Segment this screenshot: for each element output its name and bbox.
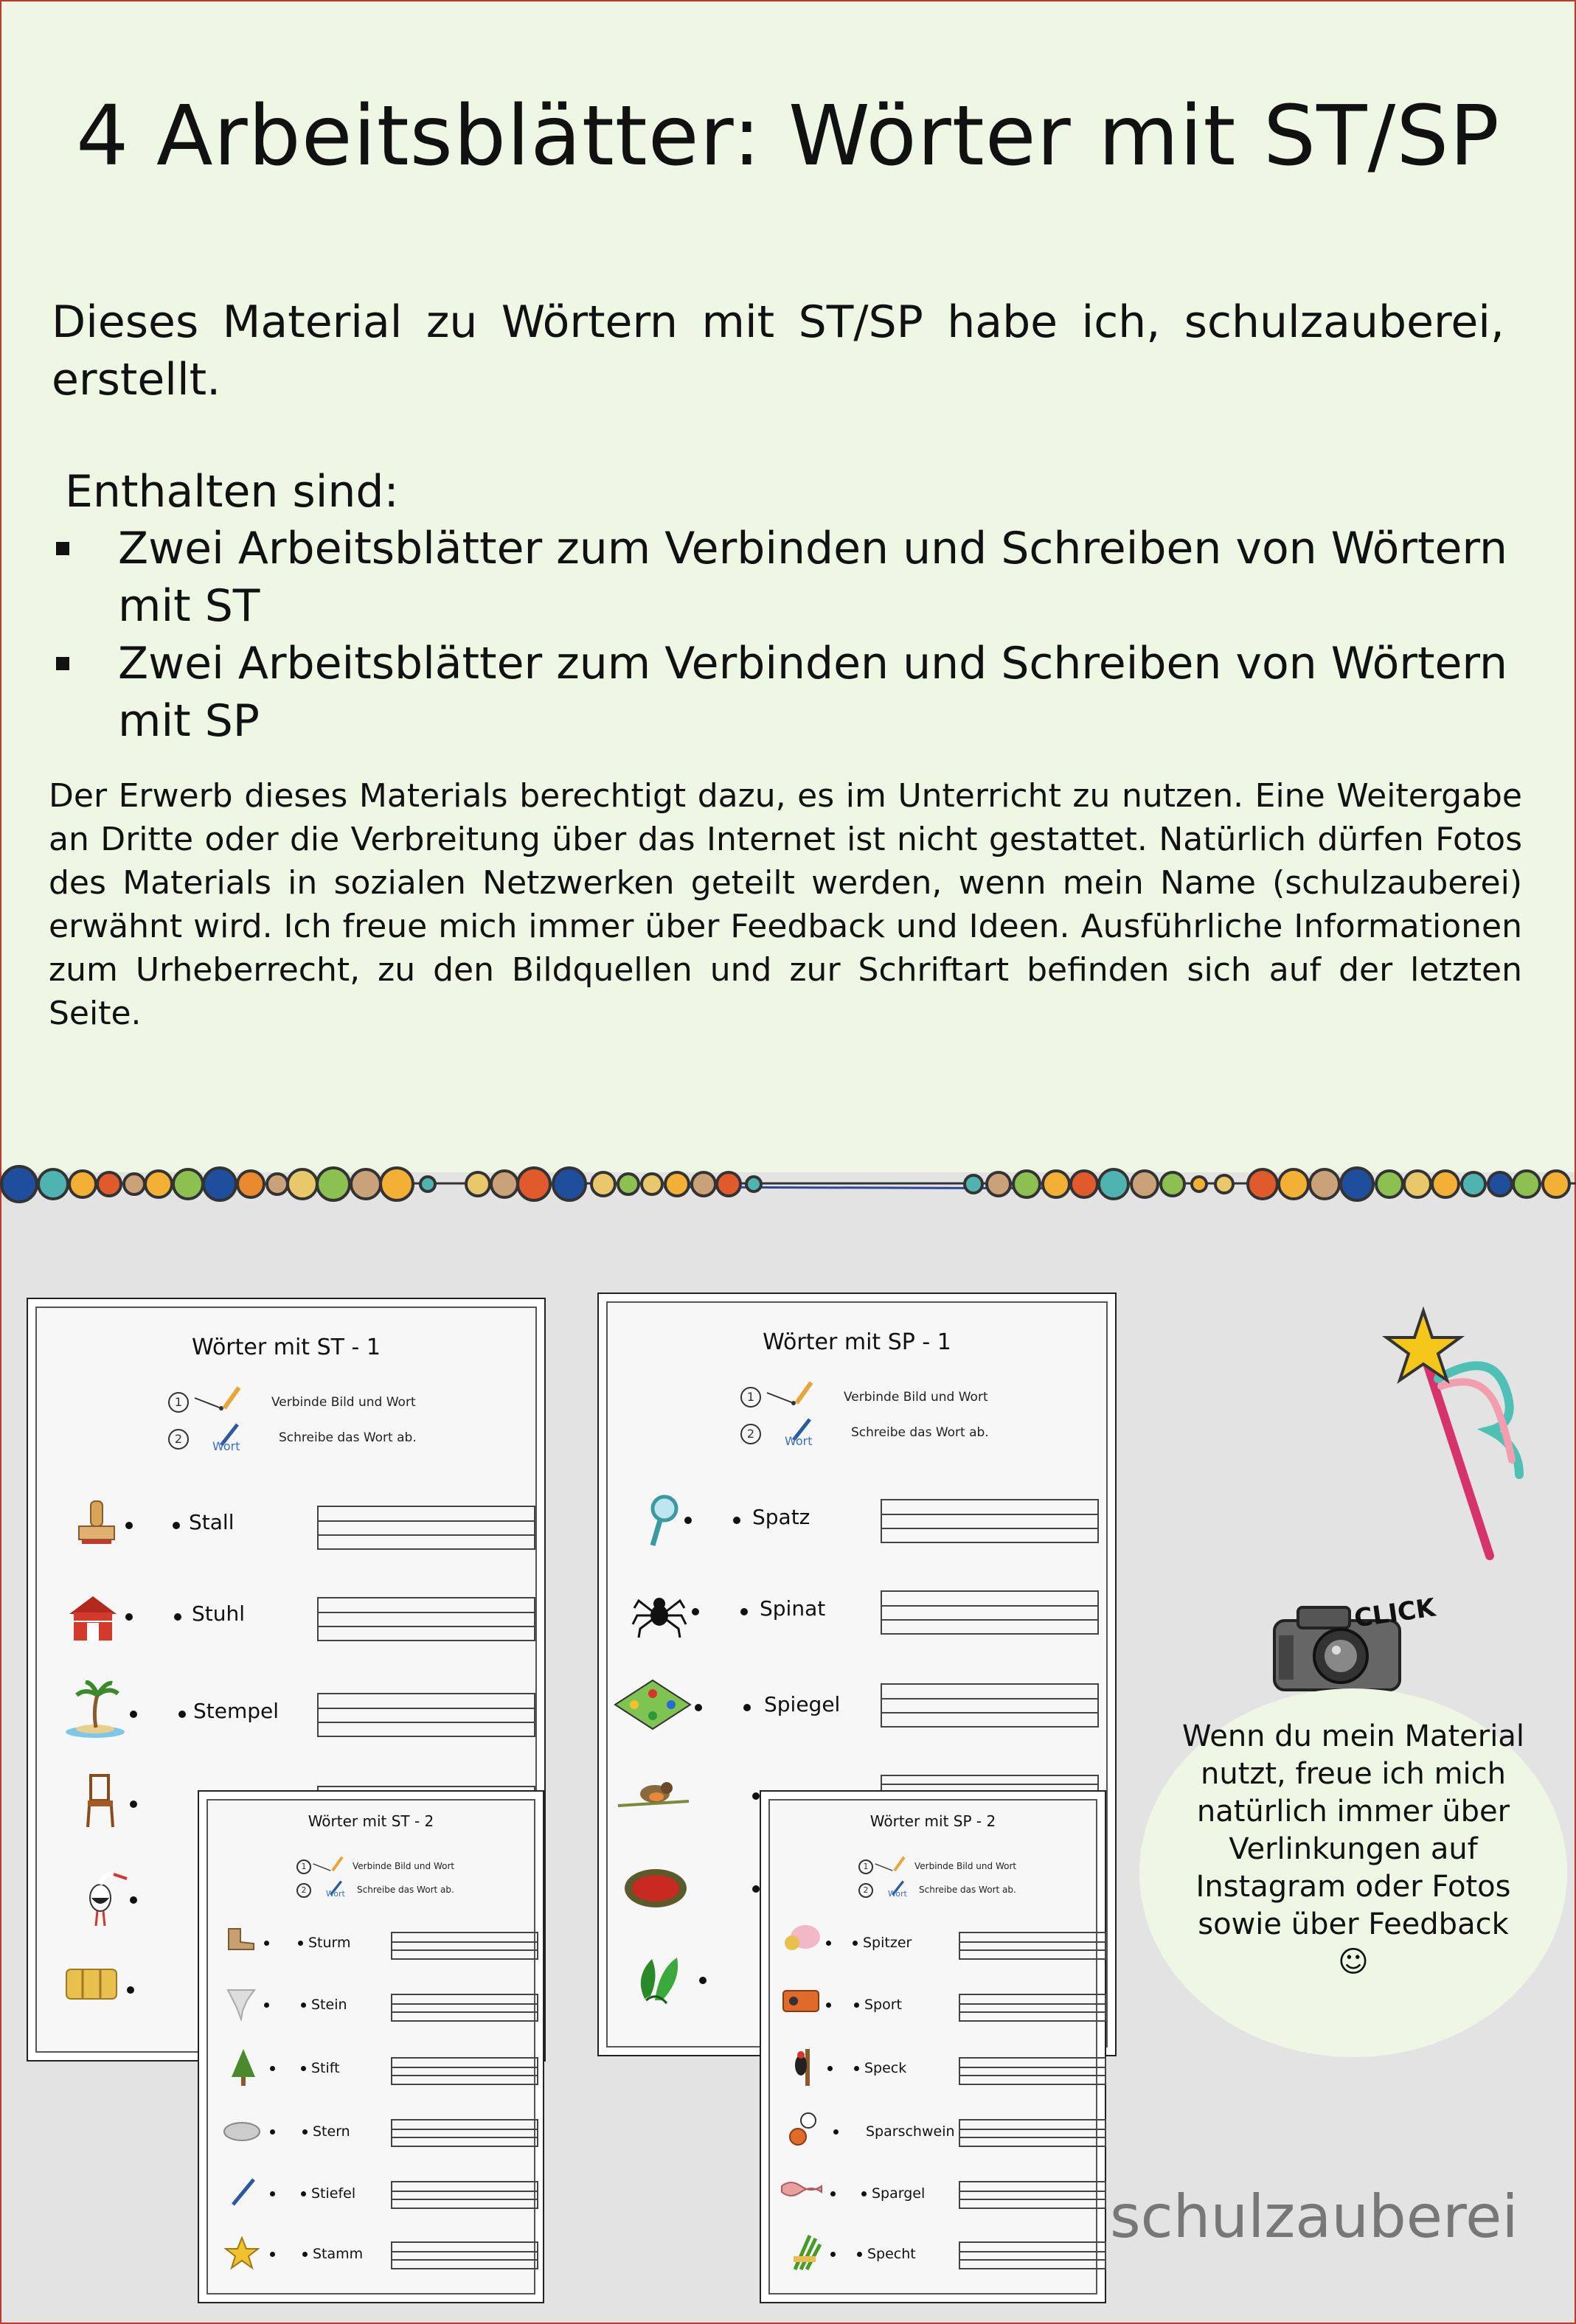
writing-lines — [959, 1994, 1106, 2022]
connect-dot — [125, 1522, 133, 1529]
connect-dot — [826, 1941, 831, 1946]
feedback-text: Wenn du mein Material nutzt, freue ich mich natürlich immer über Verlinkungen auf Instagram oder Fotos sowie über Feedback ☺ — [1182, 1719, 1524, 1979]
connect-dot — [264, 1941, 269, 1946]
connect-dot — [695, 1704, 702, 1711]
instruction-copy: Schreibe das Wort ab. — [851, 1425, 989, 1440]
contents-list — [52, 520, 1512, 750]
connect-dot — [127, 1986, 134, 1994]
bacon-icon — [777, 2172, 826, 2202]
click-label: CLICK — [1352, 1593, 1437, 1634]
worksheet-title: Wörter mit ST - 1 — [192, 1335, 381, 1360]
writing-lines — [959, 2181, 1106, 2209]
connect-dot — [173, 1522, 180, 1529]
connect-dot — [830, 2191, 836, 2196]
worksheet-sp-2 — [760, 1790, 1106, 2303]
barn-icon — [63, 1590, 122, 1646]
bead-divider — [0, 1150, 1576, 1217]
step-number: 2 — [168, 1429, 189, 1450]
connect-dot — [130, 1801, 137, 1808]
row-word: Stuhl — [192, 1601, 246, 1626]
woodpecker-icon — [788, 2047, 820, 2088]
tornado-icon — [223, 1985, 260, 2022]
sharpener-icon — [777, 1918, 825, 1957]
page-title: 4 Arbeitsblätter: Wörter mit ST/SP — [76, 88, 1500, 184]
writing-lines — [881, 1683, 1099, 1728]
palm-island-icon — [63, 1680, 127, 1740]
connect-dot — [740, 1608, 748, 1615]
bird-icon — [615, 1772, 692, 1816]
connect-dot — [692, 1608, 699, 1615]
asparagus-icon — [786, 2230, 825, 2274]
worksheet-inner — [206, 1799, 535, 2295]
connect-dot — [270, 2129, 275, 2135]
writing-lines — [391, 2119, 538, 2147]
worksheet-title: Wörter mit SP - 1 — [763, 1329, 951, 1355]
connect-dot — [830, 2252, 836, 2257]
pen-icon — [227, 2174, 260, 2210]
writing-lines — [391, 2241, 538, 2269]
writing-lines — [881, 1590, 1099, 1635]
connect-dot — [752, 1792, 760, 1800]
connect-dot — [302, 2252, 308, 2257]
sports-balls-icon — [785, 2109, 822, 2149]
connect-dot — [264, 2003, 269, 2008]
pencil-icon — [192, 1382, 243, 1448]
spinach-icon — [630, 1947, 689, 2006]
step-number: 1 — [296, 1859, 311, 1874]
intro-text: Dieses Material zu Wörtern mit ST/SP habe ich, schulzauberei, erstellt. — [52, 296, 1504, 406]
connect-dot — [301, 2066, 306, 2071]
tree-icon — [227, 2047, 260, 2088]
row-word: Spinat — [760, 1596, 826, 1621]
row-word: Speck — [864, 2060, 907, 2076]
row-word: Spitzer — [863, 1935, 912, 1951]
row-word: Stamm — [313, 2246, 364, 2262]
legal-notice: Der Erwerb dieses Materials berechtigt dazu, es im Unterricht zu nutzen. Eine Weitergabe an Dritte oder die Verbreitung über das Internet ist nicht gestattet. Natürlich dürfen Fotos des Materials in sozialen Netzwerken geteilt werden, wenn mein Name (schulzauberei) erwähnt wird. Ich freue mich immer über Feedback und Ideen. Ausführliche Informationen zum Urheberrecht, zu den Bildquellen und zur Schriftart befinden sich auf der letzten Seite. — [49, 777, 1522, 1032]
hay-bale-icon — [62, 1961, 121, 2005]
wort-sample: Wort — [326, 1889, 345, 1899]
wort-sample: Wort — [212, 1439, 240, 1453]
row-word: Spiegel — [764, 1692, 841, 1716]
writing-lines — [391, 2181, 538, 2209]
connect-dot — [125, 1613, 133, 1621]
connect-dot — [857, 2252, 862, 2257]
instruction-connect: Verbinde Bild und Wort — [844, 1390, 988, 1405]
list-item: Zwei Arbeitsblätter zum Verbinden und Schreiben von Wörtern mit SP — [52, 635, 1512, 750]
worksheet-inner — [768, 1799, 1097, 2295]
writing-lines — [881, 1499, 1099, 1543]
step-number: 2 — [296, 1883, 311, 1898]
bullet-square-icon — [56, 542, 69, 555]
row-word: Sport — [864, 1997, 903, 2013]
contains-label: Enthalten sind: — [65, 466, 399, 518]
row-word: Stall — [189, 1510, 235, 1534]
row-word: Spatz — [752, 1505, 810, 1529]
connect-dot — [130, 1896, 137, 1904]
connect-dot — [833, 2129, 839, 2135]
boot-icon — [221, 1924, 258, 1954]
wort-sample: Wort — [785, 1434, 813, 1448]
connect-dot — [853, 1941, 858, 1946]
writing-lines — [959, 2119, 1106, 2147]
connect-dot — [826, 2003, 831, 2008]
row-word: Stern — [313, 2123, 350, 2140]
connect-dot — [270, 2191, 275, 2196]
step-number: 1 — [740, 1387, 761, 1408]
row-word: Specht — [867, 2246, 916, 2262]
step-number: 2 — [858, 1883, 873, 1898]
connect-dot — [752, 1885, 760, 1893]
writing-lines — [317, 1506, 535, 1550]
writing-lines — [317, 1693, 535, 1737]
step-number: 2 — [740, 1424, 761, 1444]
connect-dot — [733, 1517, 740, 1524]
writing-lines — [959, 2057, 1106, 2085]
connect-dot — [270, 2252, 275, 2257]
connect-dot — [854, 2066, 859, 2071]
row-word: Sturm — [308, 1935, 351, 1951]
step-number: 1 — [858, 1859, 873, 1874]
board-game-icon — [612, 1677, 693, 1732]
instruction-connect: Verbinde Bild und Wort — [353, 1861, 455, 1871]
connect-dot — [743, 1704, 751, 1711]
instruction-copy: Schreibe das Wort ab. — [919, 1885, 1016, 1895]
connect-dot — [298, 1941, 303, 1946]
writing-lines — [391, 2057, 538, 2085]
connect-dot — [174, 1613, 181, 1621]
star-icon — [223, 2234, 261, 2272]
magic-wand-icon — [1379, 1305, 1541, 1570]
writing-lines — [317, 1597, 535, 1641]
row-word: Sparschwein — [866, 2123, 955, 2140]
pencil-sharpener-icon — [777, 1985, 825, 2017]
connect-dot — [302, 2129, 308, 2135]
pencil-icon — [764, 1377, 816, 1443]
connect-dot — [130, 1711, 137, 1718]
writing-lines — [959, 2241, 1106, 2269]
instruction-copy: Schreibe das Wort ab. — [279, 1430, 417, 1445]
row-word: Stiefel — [311, 2185, 356, 2202]
connect-dot — [301, 2003, 306, 2008]
step-number: 1 — [168, 1392, 189, 1413]
stone-icon — [221, 2116, 263, 2146]
pizza-icon — [622, 1866, 689, 1910]
connect-dot — [684, 1517, 692, 1524]
row-word: Stift — [311, 2060, 340, 2076]
writing-lines — [391, 1932, 538, 1960]
chair-icon — [78, 1771, 122, 1830]
connect-dot — [270, 2066, 275, 2071]
brand-logo: schulzauberei — [1110, 2182, 1518, 2251]
connect-dot — [827, 2066, 833, 2071]
bullet-square-icon — [56, 657, 69, 670]
writing-lines — [959, 1932, 1106, 1960]
list-item: Zwei Arbeitsblätter zum Verbinden und Schreiben von Wörtern mit ST — [52, 520, 1512, 635]
stamp-icon — [71, 1497, 122, 1548]
magnifier-icon — [642, 1490, 686, 1551]
row-word: Stempel — [193, 1699, 280, 1723]
writing-lines — [391, 1994, 538, 2022]
wort-sample: Wort — [888, 1889, 907, 1899]
connect-dot — [178, 1711, 186, 1718]
worksheet-st-2 — [198, 1790, 544, 2303]
connect-dot — [699, 1977, 707, 1984]
spider-icon — [630, 1583, 689, 1642]
connect-dot — [861, 2191, 867, 2196]
stork-icon — [74, 1868, 133, 1927]
worksheet-title: Wörter mit SP - 2 — [869, 1812, 996, 1830]
row-word: Stein — [311, 1997, 347, 2013]
worksheet-title: Wörter mit ST - 2 — [308, 1812, 434, 1830]
row-word: Spargel — [872, 2185, 926, 2202]
connect-dot — [854, 2003, 859, 2008]
instruction-connect: Verbinde Bild und Wort — [914, 1861, 1017, 1871]
instruction-copy: Schreibe das Wort ab. — [357, 1885, 454, 1895]
instruction-connect: Verbinde Bild und Wort — [271, 1395, 416, 1410]
connect-dot — [301, 2191, 306, 2196]
